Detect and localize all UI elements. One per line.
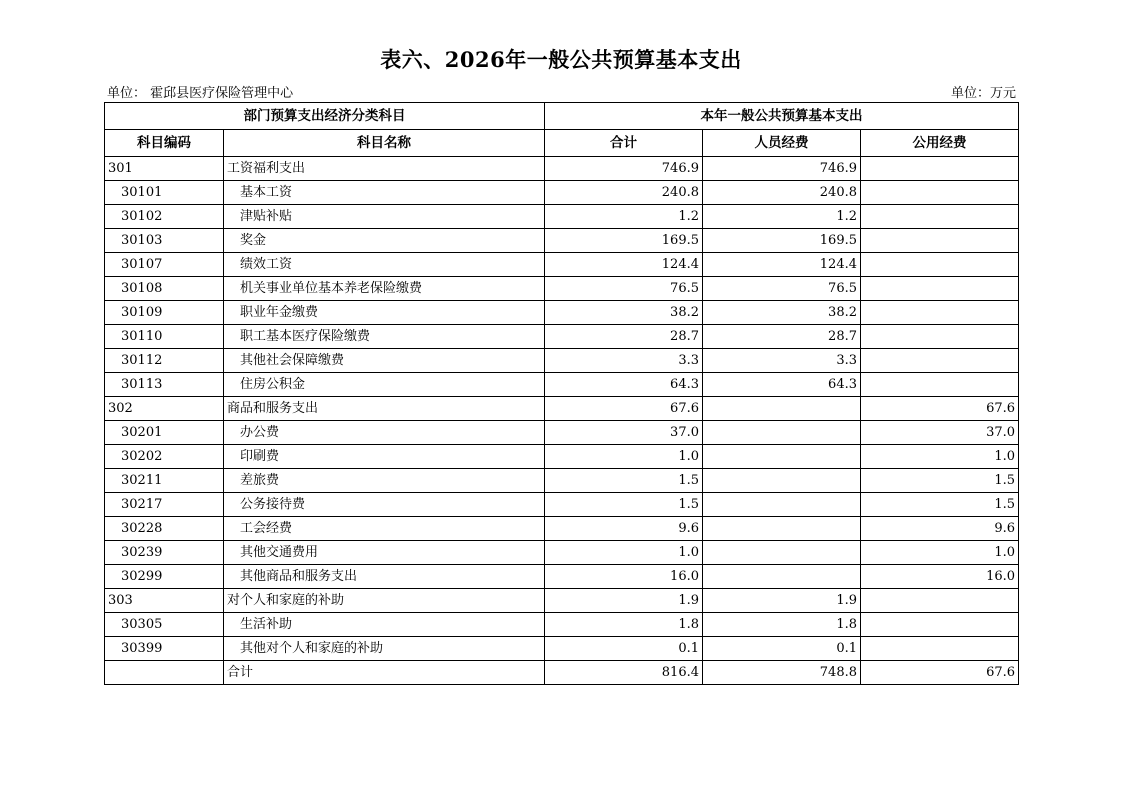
row-total: 1.9 [545, 589, 703, 613]
header-col-public: 公用经费 [861, 130, 1019, 157]
row-total: 1.0 [545, 445, 703, 469]
row-code: 30299 [105, 565, 224, 589]
row-total: 37.0 [545, 421, 703, 445]
header-col-total: 合计 [545, 130, 703, 157]
table-row [105, 301, 1019, 325]
row-name: 工资福利支出 [224, 157, 545, 181]
row-code: 30108 [105, 277, 224, 301]
row-public [861, 181, 1019, 205]
row-public [861, 589, 1019, 613]
total-personnel: 748.8 [703, 661, 861, 685]
row-code: 30201 [105, 421, 224, 445]
table-row [105, 517, 1019, 541]
budget-table [104, 102, 1019, 685]
row-personnel [703, 421, 861, 445]
row-code: 30399 [105, 637, 224, 661]
row-personnel [703, 541, 861, 565]
row-total: 28.7 [545, 325, 703, 349]
table-row [105, 325, 1019, 349]
row-public [861, 229, 1019, 253]
row-name: 住房公积金 [224, 373, 545, 397]
table-row [105, 157, 1019, 181]
row-name: 机关事业单位基本养老保险缴费 [224, 277, 545, 301]
row-name: 生活补助 [224, 613, 545, 637]
row-code: 30107 [105, 253, 224, 277]
row-name: 差旅费 [224, 469, 545, 493]
row-public [861, 637, 1019, 661]
row-total: 67.6 [545, 397, 703, 421]
row-name: 公务接待费 [224, 493, 545, 517]
row-name: 其他对个人和家庭的补助 [224, 637, 545, 661]
row-personnel: 0.1 [703, 637, 861, 661]
table-body [105, 157, 1019, 661]
row-public [861, 613, 1019, 637]
row-code: 30211 [105, 469, 224, 493]
header-col-personnel: 人员经费 [703, 130, 861, 157]
row-personnel: 746.9 [703, 157, 861, 181]
row-personnel [703, 517, 861, 541]
row-public [861, 277, 1019, 301]
header-group-right: 本年一般公共预算基本支出 [545, 103, 1019, 130]
row-total: 38.2 [545, 301, 703, 325]
row-personnel: 124.4 [703, 253, 861, 277]
row-total: 746.9 [545, 157, 703, 181]
header-col-name: 科目名称 [224, 130, 545, 157]
row-total: 64.3 [545, 373, 703, 397]
header-col-code: 科目编码 [105, 130, 224, 157]
row-code: 30102 [105, 205, 224, 229]
table-row [105, 397, 1019, 421]
row-public [861, 301, 1019, 325]
total-public: 67.6 [861, 661, 1019, 685]
row-name: 其他社会保障缴费 [224, 349, 545, 373]
table-row [105, 637, 1019, 661]
row-personnel [703, 397, 861, 421]
row-code: 30113 [105, 373, 224, 397]
row-code: 30103 [105, 229, 224, 253]
row-public: 1.0 [861, 445, 1019, 469]
table-row [105, 541, 1019, 565]
row-total: 1.2 [545, 205, 703, 229]
row-public [861, 205, 1019, 229]
total-label: 合计 [224, 661, 545, 685]
row-code: 30110 [105, 325, 224, 349]
row-public: 9.6 [861, 517, 1019, 541]
row-personnel: 169.5 [703, 229, 861, 253]
row-public: 1.5 [861, 493, 1019, 517]
row-code: 30202 [105, 445, 224, 469]
row-code: 301 [105, 157, 224, 181]
row-public [861, 349, 1019, 373]
row-personnel: 28.7 [703, 325, 861, 349]
row-code: 30109 [105, 301, 224, 325]
table-row [105, 181, 1019, 205]
row-total: 1.5 [545, 493, 703, 517]
table-row [105, 373, 1019, 397]
row-public [861, 253, 1019, 277]
row-total: 16.0 [545, 565, 703, 589]
row-public: 37.0 [861, 421, 1019, 445]
row-name: 印刷费 [224, 445, 545, 469]
row-public [861, 373, 1019, 397]
row-name: 基本工资 [224, 181, 545, 205]
row-total: 1.0 [545, 541, 703, 565]
row-code: 30228 [105, 517, 224, 541]
row-personnel [703, 469, 861, 493]
table-row [105, 229, 1019, 253]
row-code: 302 [105, 397, 224, 421]
table-row [105, 589, 1019, 613]
row-code: 30217 [105, 493, 224, 517]
unit-label-right: 单位：万元 [950, 86, 1016, 101]
table-row [105, 421, 1019, 445]
row-personnel: 1.9 [703, 589, 861, 613]
row-name: 奖金 [224, 229, 545, 253]
row-total: 169.5 [545, 229, 703, 253]
unit-label-left: 单位： 霍邱县医疗保险管理中心 [107, 86, 294, 101]
row-name: 办公费 [224, 421, 545, 445]
row-total: 240.8 [545, 181, 703, 205]
row-name: 职工基本医疗保险缴费 [224, 325, 545, 349]
row-public: 1.0 [861, 541, 1019, 565]
row-total: 1.5 [545, 469, 703, 493]
table-row [105, 613, 1019, 637]
row-name: 工会经费 [224, 517, 545, 541]
table-row [105, 277, 1019, 301]
table-row [105, 565, 1019, 589]
row-personnel: 3.3 [703, 349, 861, 373]
row-name: 津贴补贴 [224, 205, 545, 229]
row-personnel: 64.3 [703, 373, 861, 397]
total-row [105, 661, 1019, 685]
row-personnel: 38.2 [703, 301, 861, 325]
row-public: 1.5 [861, 469, 1019, 493]
row-code: 30112 [105, 349, 224, 373]
row-name: 绩效工资 [224, 253, 545, 277]
row-public: 67.6 [861, 397, 1019, 421]
row-public [861, 157, 1019, 181]
row-code: 30239 [105, 541, 224, 565]
row-public [861, 325, 1019, 349]
header-group-left: 部门预算支出经济分类科目 [105, 103, 545, 130]
header-column-row [105, 130, 1019, 157]
row-personnel: 1.8 [703, 613, 861, 637]
row-code: 30101 [105, 181, 224, 205]
row-public: 16.0 [861, 565, 1019, 589]
row-name: 其他商品和服务支出 [224, 565, 545, 589]
header-group-row [105, 103, 1019, 130]
row-name: 商品和服务支出 [224, 397, 545, 421]
row-name: 其他交通费用 [224, 541, 545, 565]
table-row [105, 493, 1019, 517]
row-total: 0.1 [545, 637, 703, 661]
row-total: 76.5 [545, 277, 703, 301]
total-code [105, 661, 224, 685]
table-row [105, 349, 1019, 373]
row-personnel: 76.5 [703, 277, 861, 301]
table-row [105, 445, 1019, 469]
table-row [105, 469, 1019, 493]
page-title: 表六、2026年一般公共预算基本支出 [380, 47, 742, 72]
row-name: 对个人和家庭的补助 [224, 589, 545, 613]
row-total: 1.8 [545, 613, 703, 637]
row-total: 124.4 [545, 253, 703, 277]
row-code: 30305 [105, 613, 224, 637]
row-personnel [703, 445, 861, 469]
row-personnel: 1.2 [703, 205, 861, 229]
table-row [105, 205, 1019, 229]
table-row [105, 253, 1019, 277]
row-code: 303 [105, 589, 224, 613]
row-name: 职业年金缴费 [224, 301, 545, 325]
row-total: 3.3 [545, 349, 703, 373]
total-total: 816.4 [545, 661, 703, 685]
row-total: 9.6 [545, 517, 703, 541]
row-personnel [703, 565, 861, 589]
row-personnel: 240.8 [703, 181, 861, 205]
row-personnel [703, 493, 861, 517]
